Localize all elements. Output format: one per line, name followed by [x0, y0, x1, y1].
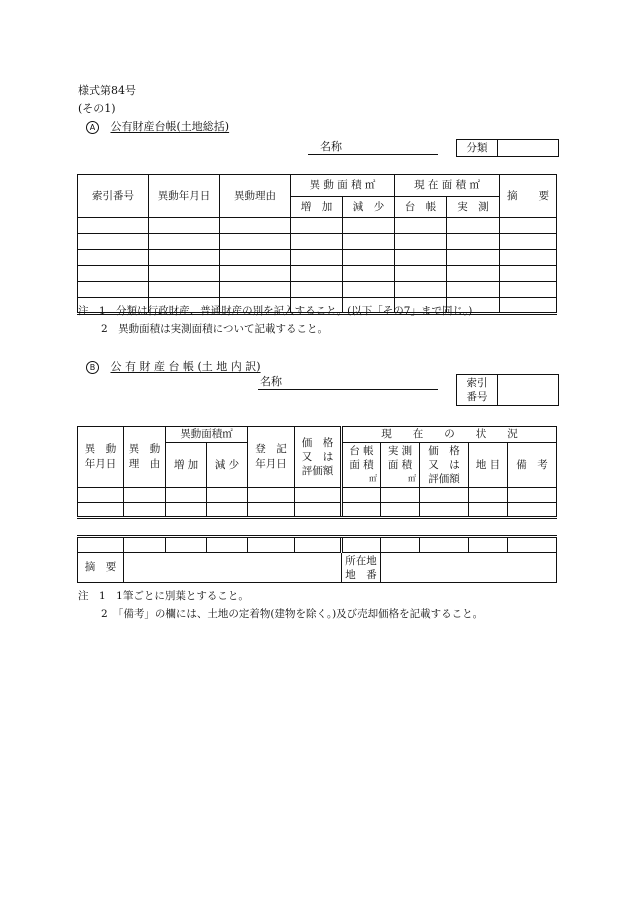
section-a-note-2: 2 異動面積は実測面積について記載すること。 — [101, 323, 328, 335]
section-b-sakuin-box — [456, 374, 559, 406]
b-location-value[interactable] — [381, 553, 557, 583]
section-a-title-text: 公有財産台帳(土地総括) — [110, 120, 230, 133]
section-b-table — [77, 426, 557, 519]
section-b-note-1: 注 1 1筆ごとに別葉とすること。 — [78, 590, 249, 602]
bunrui-label: 分類 — [457, 140, 498, 157]
section-a-title — [86, 120, 229, 134]
header-sakuin: 索引番号 — [78, 175, 149, 218]
sakuin-label: 索引 番号 — [457, 375, 498, 406]
section-b-title — [86, 360, 261, 374]
header-jissoku: 実 測 — [447, 197, 500, 218]
b-header-chimoku: 地 目 — [469, 443, 508, 488]
b-header-jissoku: 実 測 面 積 ㎡ — [381, 443, 420, 488]
table-row — [78, 488, 557, 503]
section-a-name-label: 名称 — [320, 140, 342, 153]
header-daichou: 台 帳 — [395, 197, 447, 218]
section-b-name-field — [258, 375, 438, 390]
b-header-zouka: 増 加 — [166, 443, 207, 488]
b-summary-value[interactable] — [124, 553, 342, 583]
bunrui-value[interactable] — [498, 140, 559, 157]
b-header-kakaku: 価 格 又 は 評価額 — [295, 427, 342, 488]
section-b-mark: B — [86, 361, 99, 374]
table-row — [78, 218, 557, 234]
b-summary-label: 摘 要 — [78, 553, 124, 583]
section-a-bunrui-box — [456, 139, 559, 157]
b-header-ido-date: 異 動 年月日 — [78, 427, 124, 488]
b-header-genshou: 減 少 — [207, 443, 248, 488]
table-row — [78, 266, 557, 282]
header-zouka: 増 加 — [291, 197, 343, 218]
table-row — [78, 282, 557, 298]
b-header-genzai: 現 在 の 状 況 — [342, 427, 557, 443]
section-a-note-1: 注 1 分類は行政財産、普通財産の別を記入すること。(以下「その7」まで同じ。) — [78, 305, 473, 317]
table-row — [78, 503, 557, 518]
header-genzai-area: 現 在 面 積 ㎡ — [395, 175, 500, 197]
b-header-bikou: 備 考 — [508, 443, 557, 488]
form-number: 様式第84号 — [78, 84, 136, 97]
section-b-name-label: 名称 — [260, 375, 282, 388]
table-row — [78, 234, 557, 250]
header-summary: 摘 要 — [500, 175, 557, 218]
table-row — [78, 250, 557, 266]
header-date: 異動年月日 — [149, 175, 220, 218]
header-reason: 異動理由 — [220, 175, 291, 218]
section-a-mark: A — [86, 121, 99, 134]
b-header-gk: 価 格 又 は 評価額 — [420, 443, 469, 488]
part-label: (その1) — [78, 102, 116, 115]
b-header-daichou: 台 帳 面 積 ㎡ — [342, 443, 381, 488]
b-header-touki: 登 記 年月日 — [248, 427, 295, 488]
section-a-name-field — [308, 140, 438, 155]
header-ido-area: 異 動 面 積 ㎡ — [291, 175, 395, 197]
section-a-table — [77, 174, 557, 315]
sakuin-value[interactable] — [498, 375, 559, 406]
b-location-label: 所在地 地 番 — [342, 553, 381, 583]
section-b-lower-table — [77, 535, 557, 583]
section-b-title-text: 公 有 財 産 台 帳 (土 地 内 訳) — [110, 360, 261, 373]
section-b-note-2: 2 「備考」の欄には、土地の定着物(建物を除く。)及び売却価格を記載すること。 — [101, 608, 484, 620]
header-genshou: 減 少 — [343, 197, 395, 218]
b-header-ido-area: 異動面積㎡ — [166, 427, 248, 443]
table-row — [78, 537, 557, 553]
b-header-ido-reason: 異 動 理 由 — [124, 427, 166, 488]
